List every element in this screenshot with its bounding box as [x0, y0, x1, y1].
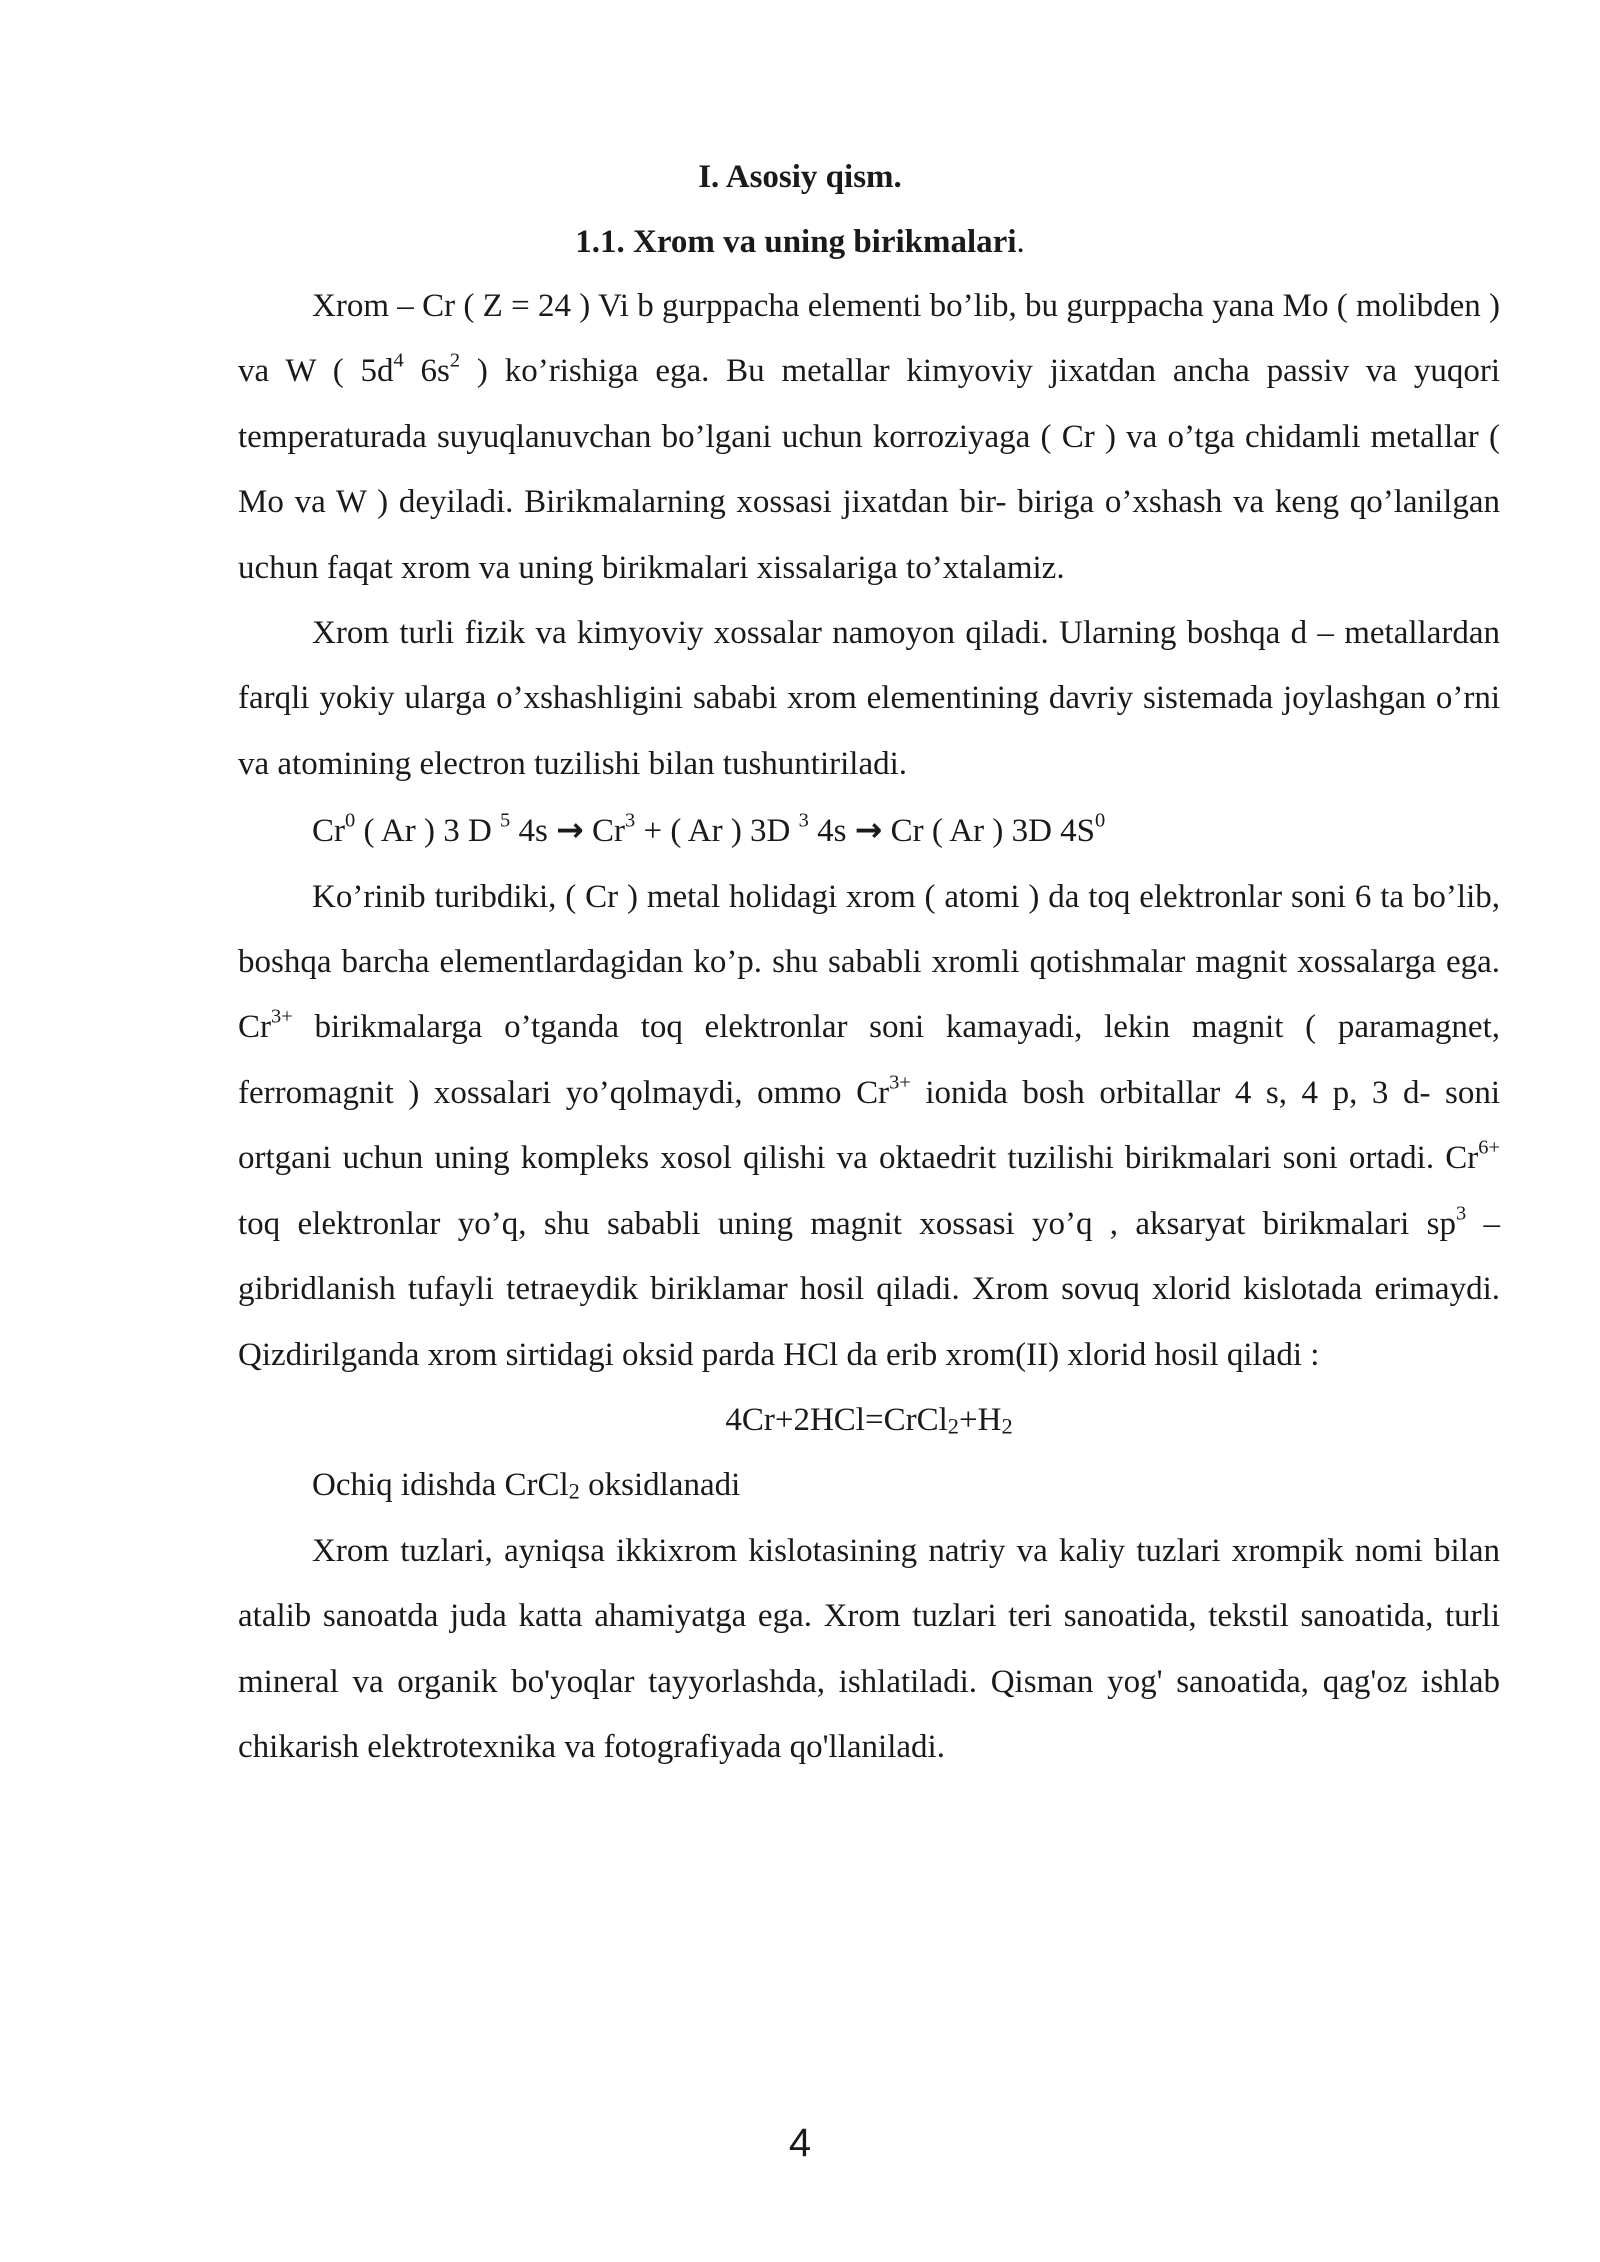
chapter-heading: [0, 157, 1600, 197]
paragraph-4: Ochiq idishda CrCl$_2$ oksidlanadi: [312, 1467, 741, 1504]
paragraph-1: Xrom – Cr ( Z = 24 ) Vi b gurppacha elementi bo’lib, bu gurppacha yana Mo ( molibden ) va W ( $5d^4$ $6s^2$ ) ko’rishiga ega. Bu metallar kimyoviy jixatdan ancha passiv va yuqori temperaturada suyuqlanuvchan bo’lgani uchun korroziyaga ( Cr ) va o’tga chidamli metallar ( Mo va W ) deyiladi. Birikmalarning xossasi jixatdan bir- biriga o’xshash va keng qo’lanilgan uchun faqat xrom va uning birikmalari xissalariga to’xtalamiz.: [238, 288, 1500, 586]
section-heading-period: .: [1016, 224, 1025, 260]
electron-configuration-line: Cr$^0$ ( Ar ) 3 D $^5$ $4s \to Cr^3$ + ( Ar ) 3D $^3$ 4s → Cr ( Ar ) 3D $4S^0$: [312, 809, 1106, 850]
paragraph-5: Xrom tuzlari, ayniqsa ikkixrom kislotasining natriy va kaliy tuzlari xrompik nomi bilan atalib sanoatda juda katta ahamiyatga ega. Xrom tuzlari teri sanoatida, tekstil sanoatida, turli mineral va organik bo'yoqlar tayyorlashda, ishlatiladi. Qisman yog' sanoatida, qag'oz ishlab chikarish elektrotexnika va fotografiyada qo'llaniladi.: [238, 1532, 1500, 1765]
arrow-right-icon: →: [556, 810, 584, 850]
arrow-right-icon: →: [854, 810, 883, 850]
page-number: 4: [788, 2121, 812, 2165]
chapter-heading-text: I. Asosiy qism.: [698, 159, 902, 195]
section-heading: [0, 222, 1600, 262]
paragraph-2: Xrom turli fizik va kimyoviy xossalar namoyon qiladi. Ularning boshqa d – metallardan farqli yokiy ularga o’xshashligini sababi xrom elementining davriy sistemada joylashgan o’rni va atomining electron tuzilishi bilan tushuntiriladi.: [238, 615, 1500, 782]
section-heading-text: 1.1. Xrom va uning birikmalari: [575, 224, 1017, 260]
body-text: [238, 274, 1500, 1780]
chemical-equation: $4Cr+2HCl=CrCl_2+H_2$: [725, 1401, 1013, 1439]
paragraph-3: Ko’rinib turibdiki, ( Cr ) metal holidagi xrom ( atomi ) da toq elektronlar soni 6 ta bo’lib, boshqa barcha elementlardagidan ko’p. shu sababli xromli qotishmalar magnit xossalarga ega. $Cr^{3+}$ birikmalarga o’tganda toq elektronlar soni kamayadi, lekin magnit ( paramagnet, ferromagnit ) xossalari yo’qolmaydi, ommo $Cr^{3+}$ ionida bosh orbitallar 4 s, 4 p, 3 d- soni ortgani uchun uning kompleks xosol qilishi va oktaedrit tuzilishi birikmalari soni ortadi. $Cr^{6+}$ toq elektronlar yo’q, shu sababli uning magnit xossasi yo’q , aksaryat birikmalari $sp^3$ – gibridlanish tufayli tetraeydik biriklamar hosil qiladi. Xrom sovuq xlorid kislotada erimaydi. Qizdirilganda xrom sirtidagi oksid parda HCl da erib xrom(II) xlorid hosil qiladi :: [238, 878, 1501, 1373]
